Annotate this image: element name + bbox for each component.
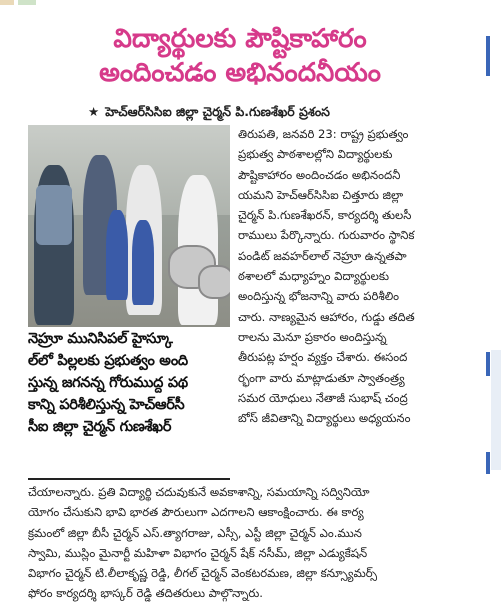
subheadline-text: హెచ్‌ఆర్‌సిసిఐ జిల్లా చైర్మన్ పి.గుణశేఖర్ ప్రశంస — [105, 104, 330, 119]
body-line: తీరుపట్ల హర్షం వ్యక్తం చేశారు. ఈసంద — [238, 350, 408, 365]
photo-person-shirt — [36, 185, 72, 245]
headline-line-2: అందించడం అభినందనీయం — [99, 58, 381, 88]
body-line: ప్రభుత్వ పాఠశాలల్లోని విద్యార్థులకు — [238, 147, 393, 162]
headline-line-1: విద్యార్థులకు పౌష్టికాహారం — [113, 24, 367, 54]
page-edge-strip — [491, 350, 501, 470]
page-edge-mark — [486, 352, 490, 376]
body-line: సమర యోధులు నేతాజీ సుభాష్ చంద్ర — [238, 390, 408, 405]
page-edge-mark — [486, 36, 490, 76]
body-line: చారు. నాణ్యమైన ఆహారం, గుడ్డు తదిత — [238, 309, 415, 324]
subheadline — [88, 104, 488, 123]
body-line: ఫోరం కార్యదర్శి భాస్కర్ రెడ్డి తదితరులు పాల్గొన్నారు. — [28, 586, 263, 601]
caption-line: కాన్ని పరిశీలిస్తున్న హెచ్‌ఆర్‌సీ — [28, 397, 185, 413]
article-body-full-width — [28, 482, 478, 604]
photo-vessel — [198, 265, 230, 299]
photo-child — [132, 220, 154, 305]
body-line: ఠశాలలో మధ్యాహ్నం విద్యార్థులకు — [238, 269, 389, 284]
news-photo — [28, 125, 230, 327]
top-strip — [0, 0, 501, 8]
star-icon: ★ — [88, 104, 100, 119]
body-line: క్రమంలో జిల్లా బీసీ చైర్మన్ ఎస్.త్యాగరాజు, ఎస్సీ, ఎస్టీ జిల్లా చైర్మన్ ఎం.మున — [28, 525, 362, 540]
article-body-right-column — [238, 124, 476, 428]
page-edge-mark — [486, 452, 490, 474]
body-line: రాములు పేర్కొన్నారు. గురువారం స్థానిక — [238, 228, 415, 243]
body-line: బోస్ జీవితాన్ని విద్యార్థులు అధ్యయనం — [238, 411, 411, 426]
body-line: తిరుపతి, జనవరి 23: రాష్ట్ర ప్రభుత్వం — [238, 127, 409, 141]
body-line: చైర్మన్ పి.గుణశేఖరన్, కార్యదర్శి తులసీ — [238, 208, 412, 223]
body-line: స్వామి, ముస్లిం మైనార్టీ మహిళా విభాగం చైర్మన్ షేక్ నసీమ్, జిల్లా ఎడ్యుకేషన్ — [28, 545, 368, 560]
body-line: పండిట్ జవహర్‌లాల్ నెహ్రూ ఉన్నతపా — [238, 248, 407, 263]
body-line: పౌష్టికాహారం అందించడం అభినందనీ — [238, 167, 401, 182]
body-line: విభాగం చైర్మన్ టి.లీలాకృష్ణ రెడ్డి, లీగల్ చైర్మన్ వెంకటరమణ, జిల్లా కన్స్యూమర్స్ — [28, 566, 378, 581]
caption-divider — [28, 478, 230, 480]
caption-line: సీఐ జిల్లా చైర్మన్ గుణశేఖర్ — [28, 419, 172, 435]
photo-caption — [28, 328, 230, 478]
body-line: రాలను మెనూ ప్రకారం అందిస్తున్న — [238, 329, 387, 344]
top-strip-segment — [18, 0, 36, 5]
body-line: యమని హెచ్‌ఆర్‌సిసిఐ చిత్తూరు జిల్లా — [238, 187, 404, 202]
body-line: చేయాలన్నారు. ప్రతి విద్యార్థి చదువుకునే అవకాశాన్ని, సమయాన్ని సద్వినియో — [28, 485, 370, 499]
photo-child — [106, 210, 128, 300]
body-line: యోగం చేసుకుని భావి భారత పౌరులుగా ఎదగాలని ఆకాంక్షించారు. ఈ కార్య — [28, 505, 364, 520]
top-strip-segment — [0, 0, 14, 5]
caption-line: ల్‌లో పిల్లలకు ప్రభుత్వం అంది — [28, 353, 188, 369]
caption-line: స్తున్న జగనన్న గోరుముద్ద పథ — [28, 375, 188, 391]
body-line: అందిస్తున్న భోజనాన్ని వారు పరిశీలిం — [238, 289, 399, 304]
caption-line: నెహ్రూ మునిసిపల్ హైస్కూ — [28, 331, 173, 347]
body-line: ర్భంగా వారు మాట్లాడుతూ స్వాతంత్ర్య — [238, 370, 405, 385]
